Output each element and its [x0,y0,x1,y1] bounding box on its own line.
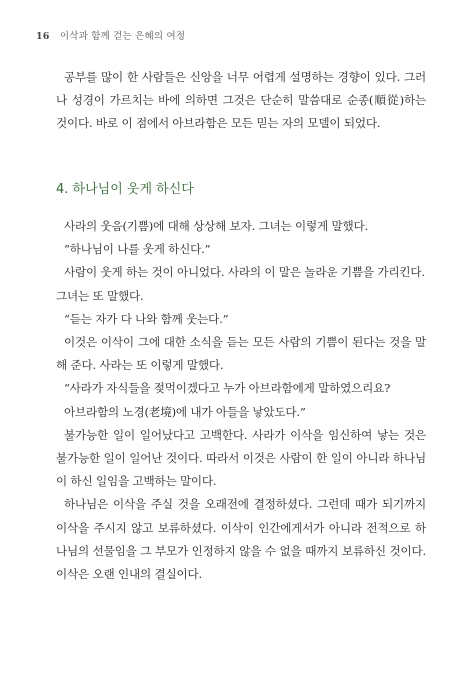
section-body [56,215,426,586]
intro-text [56,66,426,136]
quote-line: “하나님이 나를 웃게 하신다.” [64,242,211,257]
quote-line: “사라가 자식들을 젖먹이겠다고 누가 아브라함에게 말하였으리요? [64,381,391,396]
body-paragraph: 사람이 웃게 하는 것이 아니었다. 사라의 이 말은 놀라운 기쁨을 가리킨다. [64,265,425,280]
body-paragraph: 불가능한 일이 일어났다고 고백한다. 사라가 이삭을 임신하여 낳는 것은 불가능한 일이 일어난 것이다. 따라서 이것은 사람이 한 일이 아니라 하나님이 하신 일임을 고백하는 말이다. [56,427,426,489]
quote-line: 아브라함의 노경(老境)에 내가 아들을 낳았도다.” [64,404,306,419]
running-title: 이삭과 함께 걷는 은혜의 여정 [59,31,186,42]
body-paragraph: 사라의 웃음(기쁨)에 대해 상상해 보자. 그녀는 이렇게 말했다. [64,219,369,233]
body-paragraph: 그녀는 또 말했다. [56,288,144,303]
running-header [36,28,185,42]
body-paragraph: 하나님은 이삭을 주실 것을 오래전에 결정하셨다. 그런데 때가 되기까지 이삭을 주시지 않고 보류하셨다. 이삭이 인간에게서가 아니라 전적으로 하나님의 선물임을 그 부모가 인정하지 않을 수 없을 때까지 보류하신 것이다. 이삭은 오랜 인내의 결실이다. [56,497,426,582]
intro-paragraph: 공부를 많이 한 사람들은 신앙을 너무 어렵게 설명하는 경향이 있다. 그러나 성경이 가르치는 바에 의하면 그것은 단순히 말씀대로 순종(順從)하는 것이다. 바로 이 점에서 아브라함은 모든 믿는 자의 모델이 되었다. [56,70,426,131]
section-heading: 4. 하나님이 웃게 하신다 [56,182,194,197]
page-number: 16 [36,31,50,42]
body-paragraph: 이것은 이삭이 그에 대한 소식을 듣는 모든 사람의 기쁨이 된다는 것을 말해 준다. 사라는 또 이렇게 말했다. [56,335,426,373]
quote-line: “듣는 자가 다 나와 함께 웃는다.” [64,311,229,326]
